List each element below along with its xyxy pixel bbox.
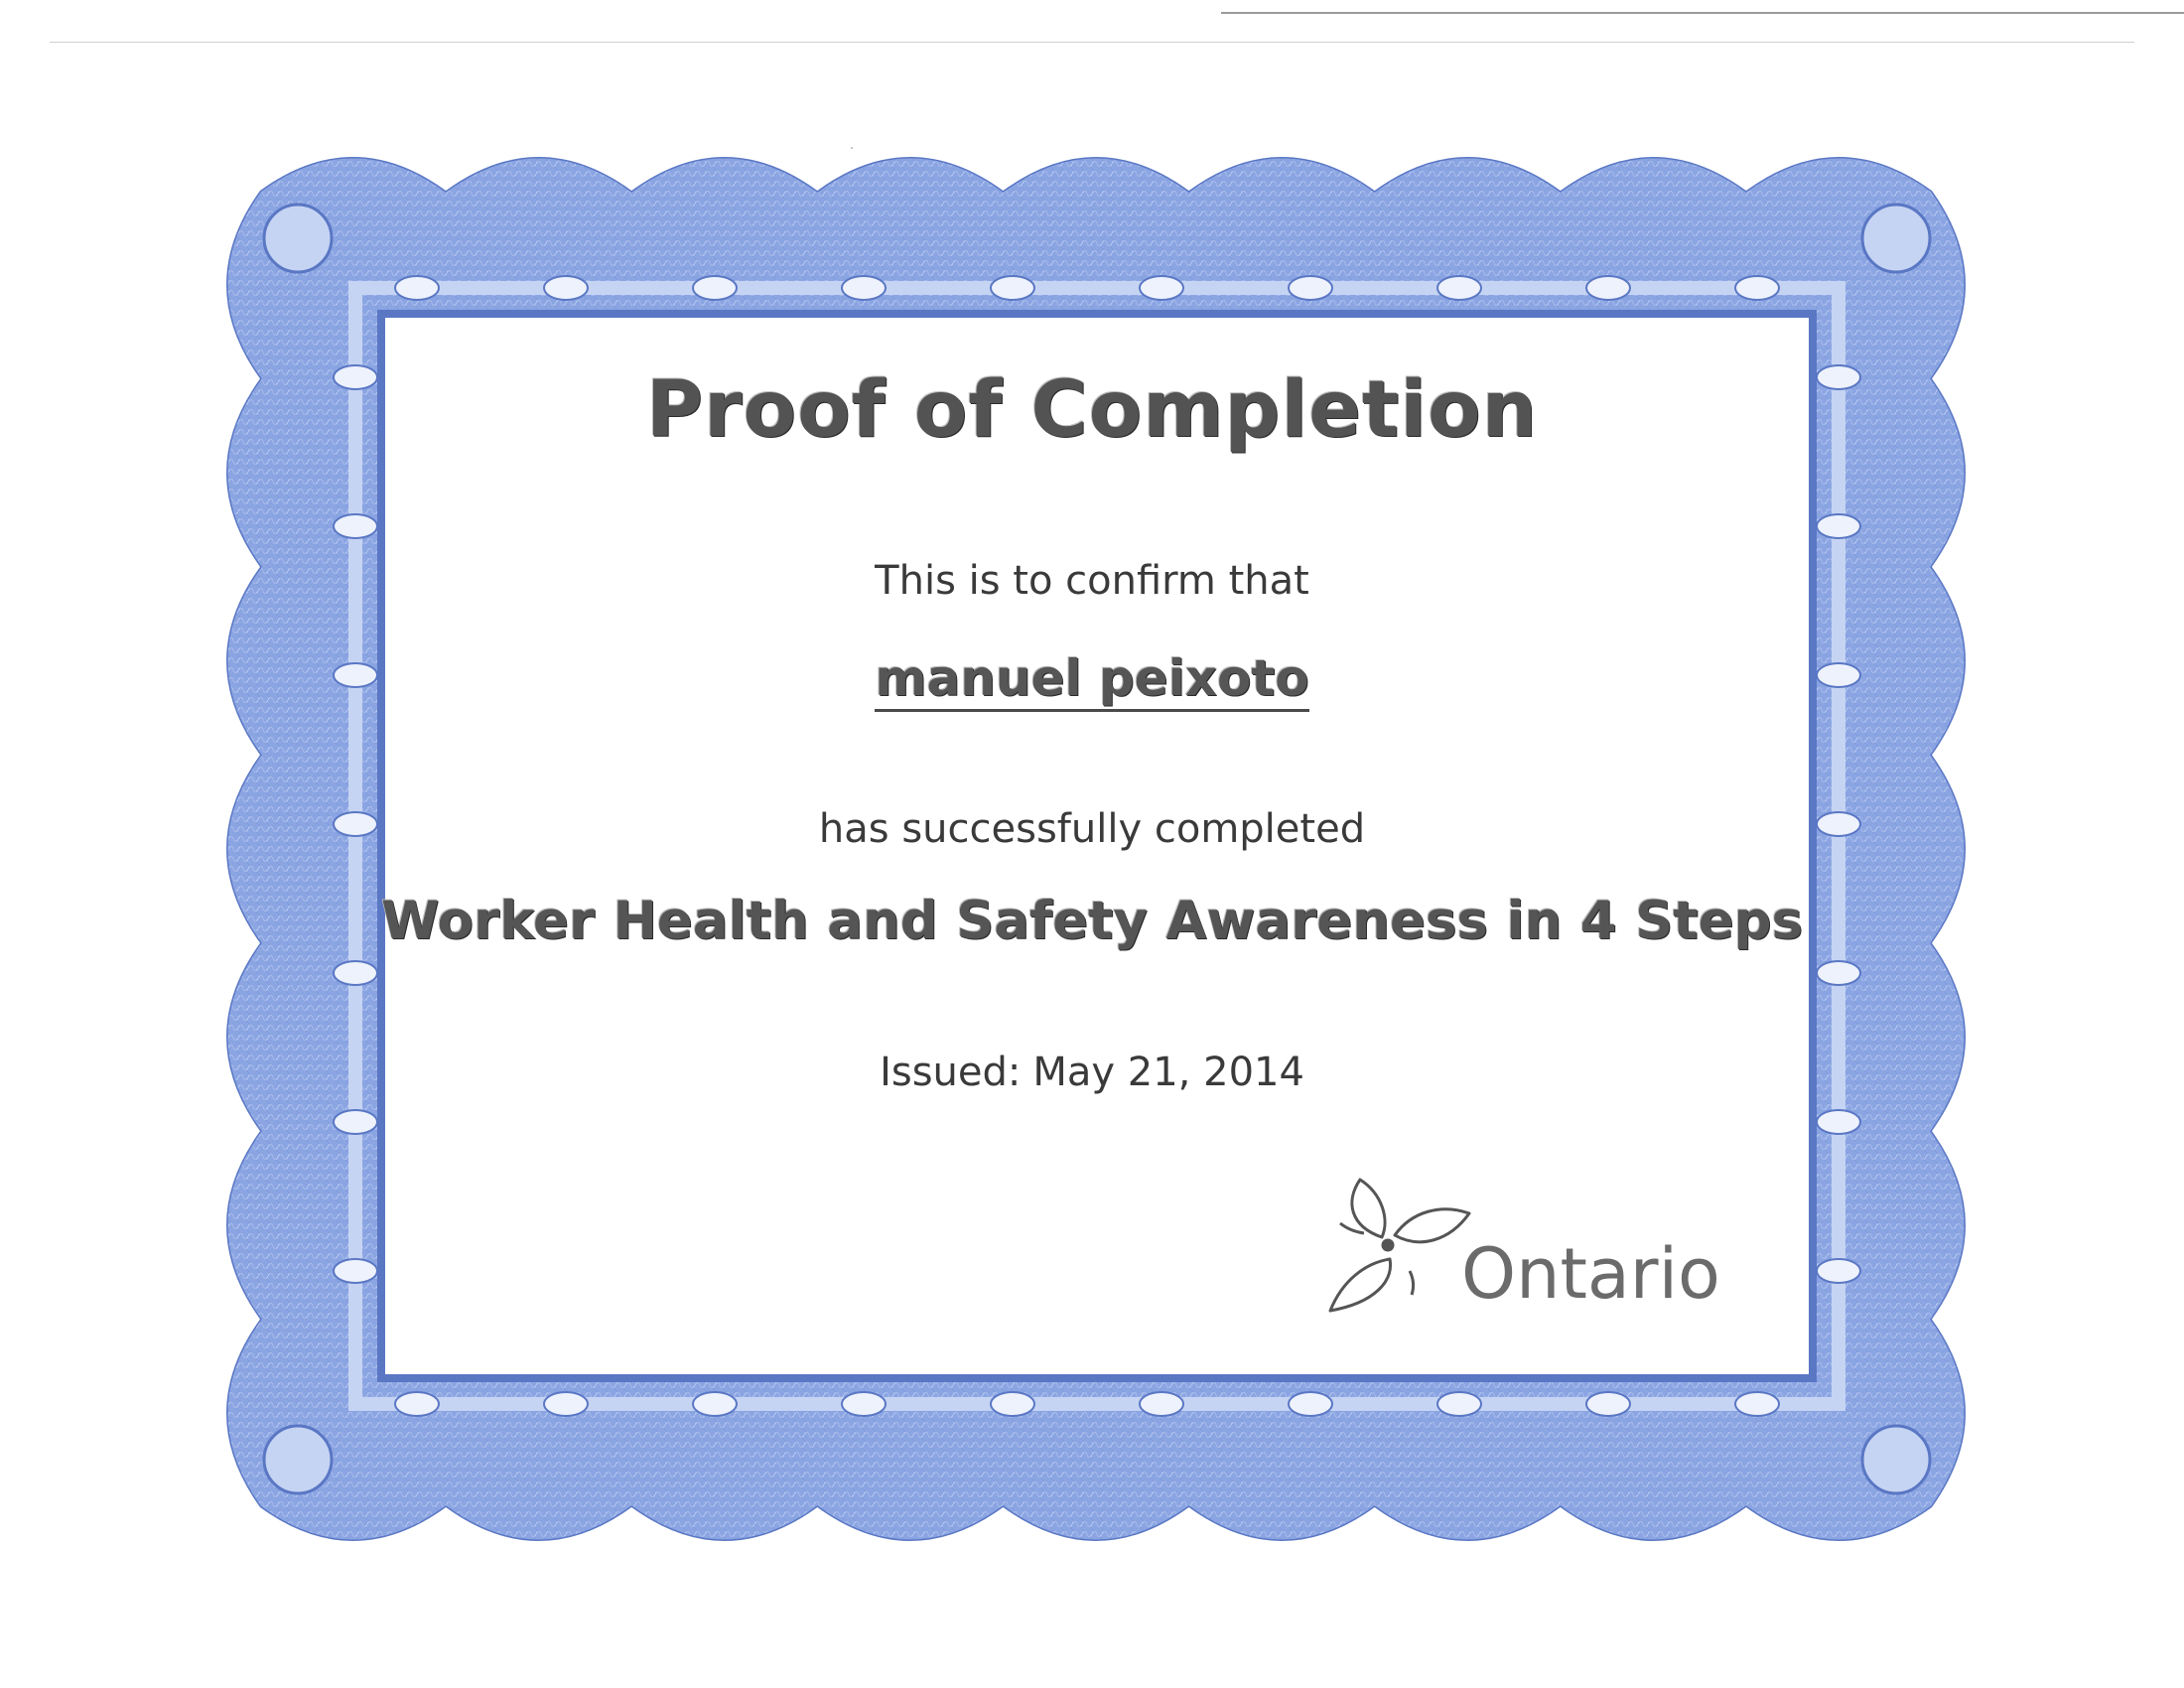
confirm-line: This is to confirm that — [875, 558, 1309, 604]
border-motif — [334, 1110, 377, 1134]
course-title: Worker Health and Safety Awareness in 4 Steps — [380, 891, 1804, 951]
border-motif — [1817, 514, 1860, 538]
border-motif — [1140, 1392, 1183, 1416]
border-motif — [334, 1259, 377, 1283]
issued-label: Issued: — [880, 1050, 1022, 1095]
border-motif — [693, 276, 737, 300]
border-motif — [1140, 276, 1183, 300]
border-corner-rosette — [264, 205, 332, 272]
border-motif — [395, 1392, 439, 1416]
border-motif — [1289, 1392, 1332, 1416]
recipient-name — [0, 649, 2184, 707]
border-corner-rosette — [1862, 205, 1930, 272]
border-corner-rosette — [264, 1426, 332, 1493]
issued-line — [0, 1050, 2184, 1095]
border-motif — [1735, 1392, 1779, 1416]
border-motif — [842, 276, 886, 300]
border-motif — [842, 1392, 886, 1416]
border-motif — [991, 276, 1034, 300]
border-motif — [1817, 1259, 1860, 1283]
border-motif — [1735, 276, 1779, 300]
border-motif — [1437, 1392, 1481, 1416]
border-motif — [991, 1392, 1034, 1416]
border-motif — [1586, 1392, 1630, 1416]
border-motif — [1437, 276, 1481, 300]
border-motif — [1817, 961, 1860, 985]
border-motif — [334, 514, 377, 538]
border-motif — [1817, 1110, 1860, 1134]
border-motif — [1289, 276, 1332, 300]
ontario-wordmark: Ontario — [1461, 1233, 1720, 1315]
border-motif — [693, 1392, 737, 1416]
certificate-title: Proof of Completion — [645, 365, 1539, 455]
border-corner-rosette — [1862, 1426, 1930, 1493]
border-motif — [544, 1392, 588, 1416]
recipient-name-text: manuel peixoto — [875, 649, 1308, 712]
border-motif — [395, 276, 439, 300]
border-motif — [544, 276, 588, 300]
border-motif — [334, 961, 377, 985]
completed-line: has successfully completed — [818, 806, 1366, 852]
issued-date: May 21, 2014 — [1032, 1050, 1304, 1095]
border-motif — [1586, 276, 1630, 300]
